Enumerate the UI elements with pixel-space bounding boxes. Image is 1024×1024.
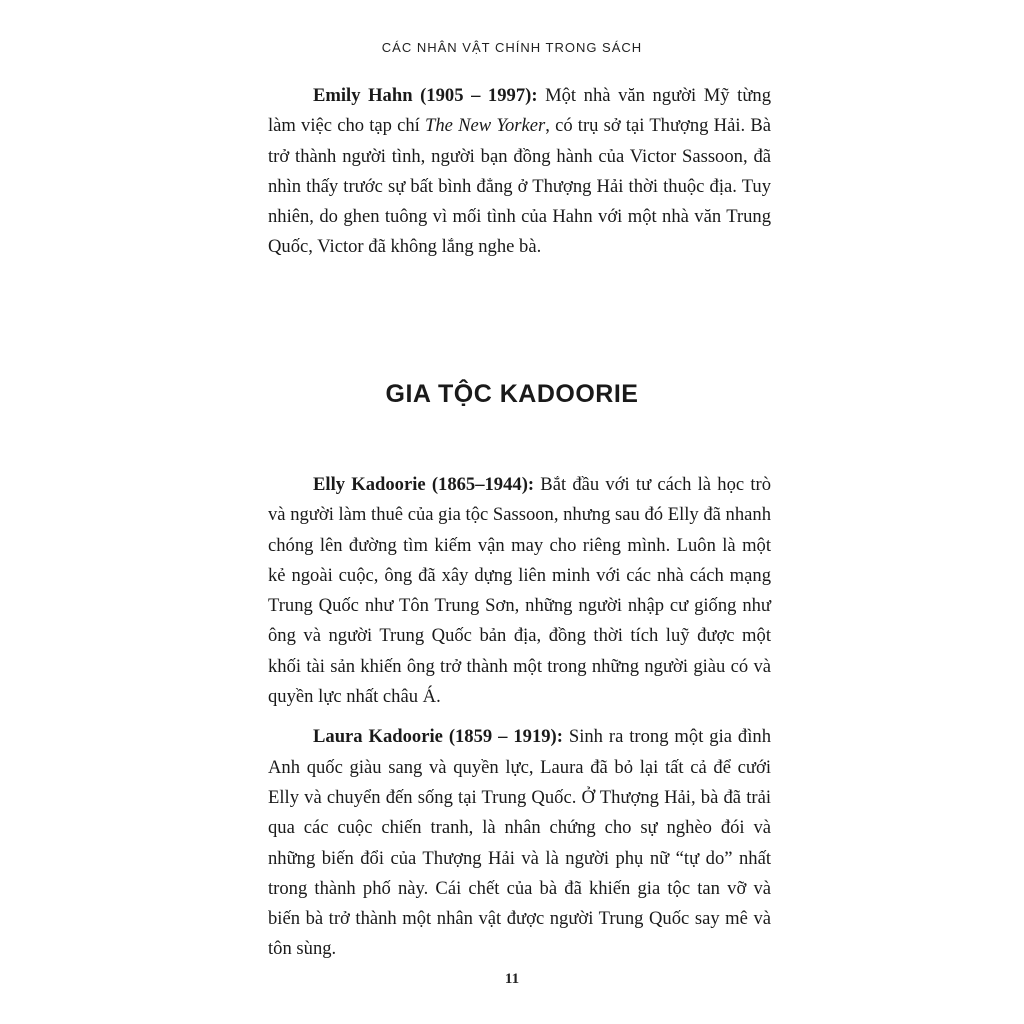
entry-elly-kadoorie — [268, 470, 771, 712]
entry-laura-kadoorie — [268, 722, 771, 964]
section-2-body — [268, 470, 771, 965]
entry-name: Emily Hahn (1905 – 1997): — [313, 85, 538, 106]
entry-text: Một nhà văn người Mỹ từng làm việc cho tạp chí — [268, 85, 771, 137]
page-number: 11 — [504, 971, 520, 987]
entry-emily-hahn — [268, 81, 771, 263]
running-head: CÁC NHÂN VẬT CHÍNH TRONG SÁCH — [381, 40, 643, 55]
entry-name: Elly Kadoorie (1865–1944): — [313, 474, 535, 495]
entry-text: , có trụ sở tại Thượng Hải. Bà trở thành người tình, người bạn đồng hành của Victor Sassoon, đã nhìn thấy trước sự bất bình đẳng ở Thượng Hải thời thuộc địa. Tuy nhiên, do ghen tuông vì mối tình của Hahn với một nhà văn Trung Quốc, Victor đã không lắng nghe bà. — [268, 115, 771, 258]
entry-text: Bắt đầu với tư cách là học trò và người làm thuê của gia tộc Sassoon, nhưng sau đó Elly đã nhanh chóng lên đường tìm kiếm vận may cho riêng mình. Luôn là một kẻ ngoài cuộc, ông đã xây dựng liên minh với các nhà cách mạng Trung Quốc như Tôn Trung Sơn, những người nhập cư giống như ông và người Trung Quốc bản địa, đồng thời tích luỹ được một khối tài sản khiến ông trở thành một trong những người giàu có và quyền lực nhất châu Á. — [268, 474, 772, 708]
section-1-body — [268, 81, 771, 263]
entry-text: Sinh ra trong một gia đình Anh quốc giàu sang và quyền lực, Laura đã bỏ lại tất cả để cưới Elly và chuyển đến sống tại Trung Quốc. Ở Thượng Hải, bà đã trải qua các cuộc chiến tranh, là nhân chứng cho sự nghèo đói và những biến đổi của Thượng Hải và là người phụ nữ “tự do” nhất trong thành phố này. Cái chết của bà đã khiến gia tộc tan vỡ và biến bà trở thành một nhân vật được người Trung Quốc say mê và tôn sùng. — [268, 726, 771, 960]
section-title: GIA TỘC KADOORIE — [385, 380, 639, 408]
entry-name: Laura Kadoorie (1859 – 1919): — [313, 726, 563, 748]
magazine-title: The New Yorker — [425, 115, 546, 137]
